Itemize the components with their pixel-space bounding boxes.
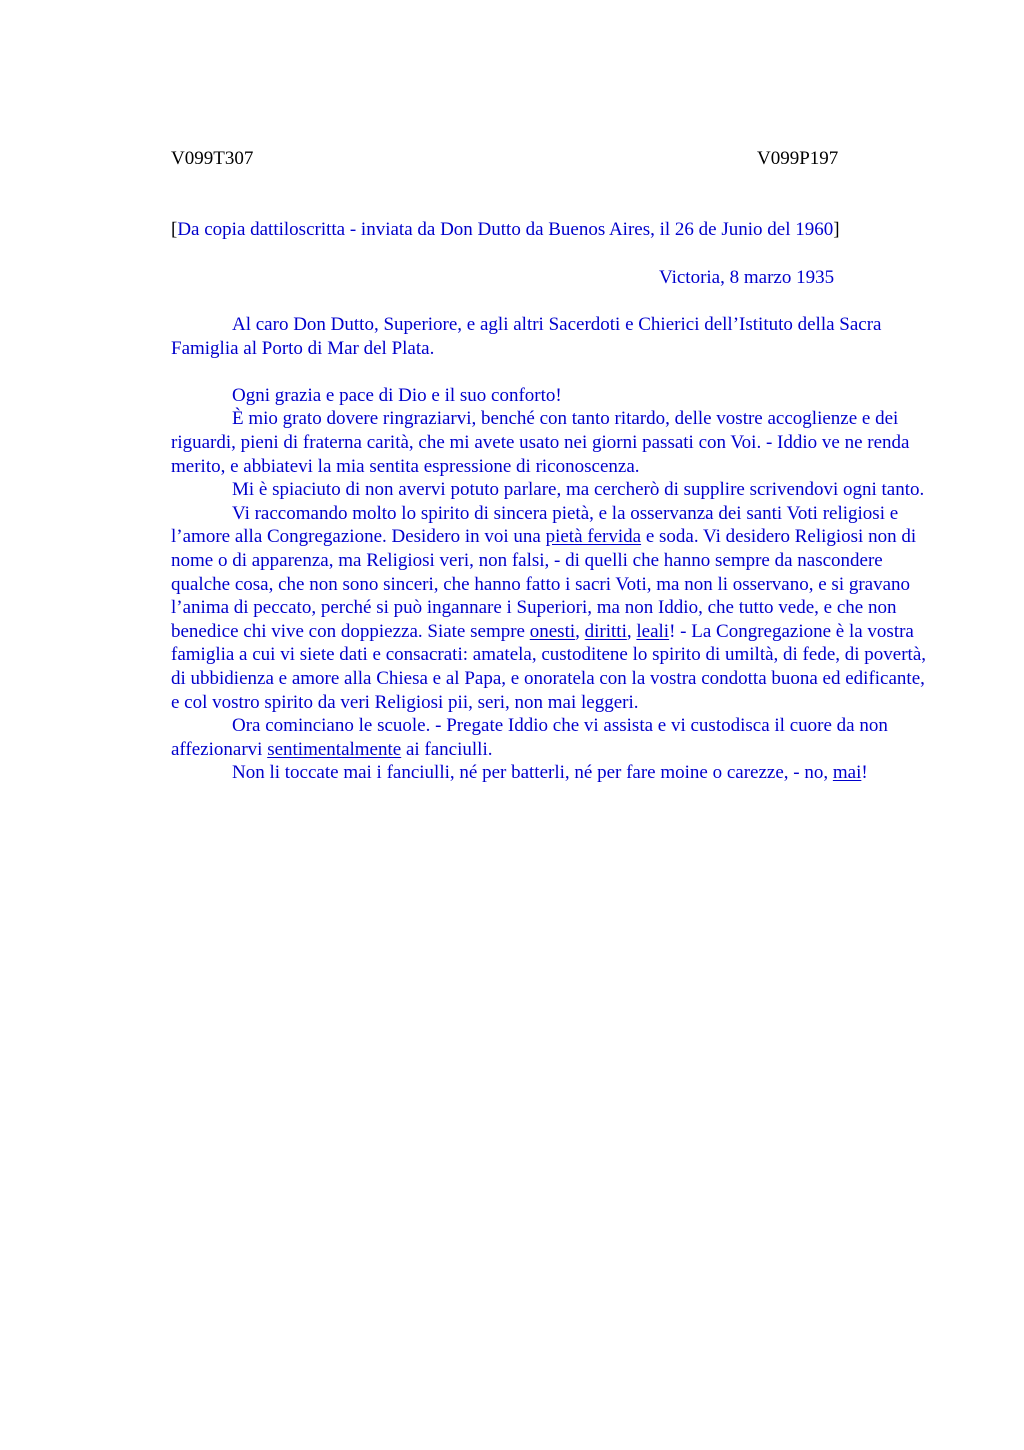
letter-body <box>171 313 931 785</box>
document-code-right: V099P197 <box>757 148 839 169</box>
separator: , <box>626 620 637 642</box>
underlined-word: leali <box>636 620 670 642</box>
letter-dateline: Victoria, 8 marzo 1935 <box>659 267 835 288</box>
paragraph-children <box>171 761 931 785</box>
paragraph-schools-text: Ora cominciano le scuole. - Pregate Iddio che vi assista e vi custodisca il cuore da non affezionarvi <box>171 715 888 760</box>
separator: , <box>575 620 585 642</box>
underlined-word: sentimentalmente <box>267 738 402 760</box>
paragraph-schools-text: ai fanciulli. <box>401 738 493 760</box>
underlined-word: diritti <box>584 620 627 642</box>
paragraph-children-text: ! <box>861 762 868 784</box>
paragraph-piety-text: ! - La Congregazione è la vostra famiglia a cui vi siete dati e consacrati: amatela, custoditene lo spirito di umiltà, di fede, di povertà, di ubbidienza e amore alla Chiesa e al Papa, e onoratela con la vostra condotta buona ed edificante, e col vostro spirito da veri Religiosi pii, seri, non mai leggeri. <box>171 620 926 713</box>
paragraph-thanks: È mio grato dovere ringraziarvi, benché con tanto ritardo, delle vostre accoglienze e dei riguardi, pieni di fraterna carità, che mi avete usato nei giorni passati con Voi. - Iddio ve ne renda merito, e abbiatevi la mia sentita espressione di riconoscenza. <box>171 408 910 477</box>
paragraph-piety-text: e soda. Vi desidero Religiosi non di nome o di apparenza, ma Religiosi veri, non falsi, - di quelli che hanno sempre da nascondere qualche cosa, che non sono sinceri, che hanno fatto i sacri Voti, ma non li osservano, e si gravano l’anima di peccato, perché si può ingannare i Superiori, ma non Iddio, che tutto vede, e che non benedice chi vive con doppiezza. Siate sempre <box>171 526 917 642</box>
paragraph-piety <box>171 502 931 714</box>
underlined-phrase: pietà fervida <box>545 526 642 548</box>
paragraph-piety-text: Vi raccomando molto lo spirito di sincera pietà, e la osservanza dei santi Voti religiosi e l’amore alla Congregazione. Desidero in voi una <box>171 502 899 548</box>
source-note-open-bracket: [ <box>171 219 178 240</box>
document-code-left: V099T307 <box>171 148 254 169</box>
source-note-close-bracket: ] <box>833 219 840 240</box>
underlined-word: onesti <box>529 620 576 642</box>
paragraph-regret: Mi è spiaciuto di non avervi potuto parlare, ma cercherò di supplire scrivendovi ogni tanto. <box>232 479 925 501</box>
underlined-word: mai <box>832 762 862 784</box>
source-note-text: Da copia dattiloscritta - inviata da Don Dutto da Buenos Aires, il 26 de Junio del 1960 <box>177 219 834 240</box>
letter-address: Al caro Don Dutto, Superiore, e agli altri Sacerdoti e Chierici dell’Istituto della Sacra Famiglia al Porto di Mar del Plata. <box>171 314 882 359</box>
paragraph-schools <box>171 714 931 761</box>
source-note <box>171 218 840 242</box>
paragraph-children-text: Non li toccate mai i fanciulli, né per batterli, né per fare moine o carezze, - no, <box>232 762 833 784</box>
letter-greeting: Ogni grazia e pace di Dio e il suo conforto! <box>232 384 562 406</box>
